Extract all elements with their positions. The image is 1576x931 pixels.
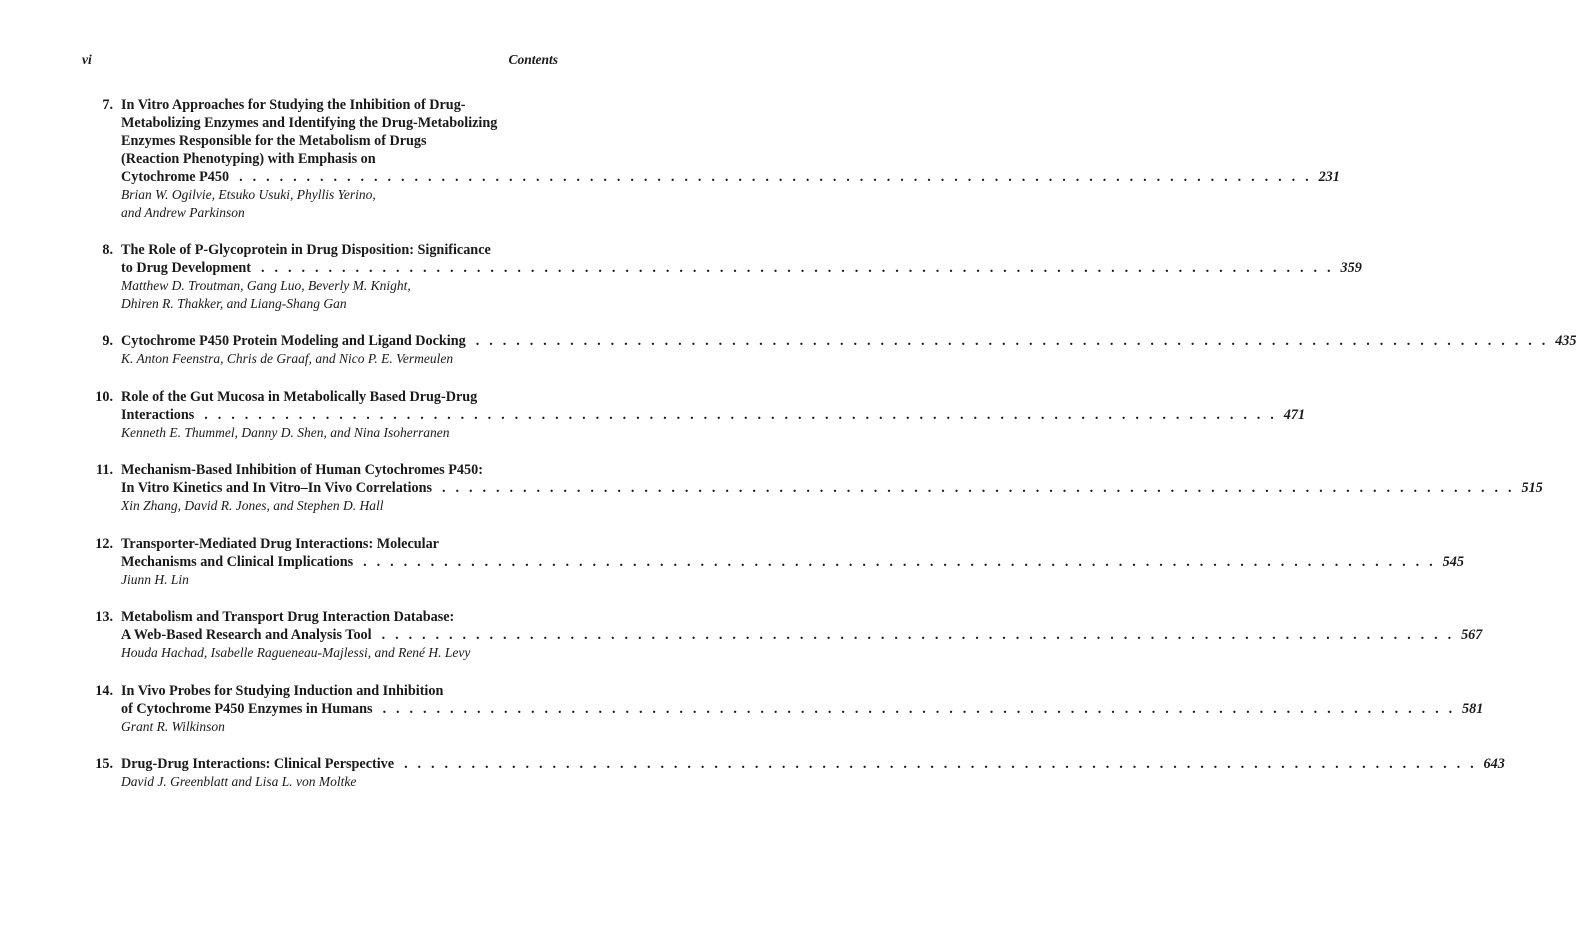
chapter-title-line: Cytochrome P450 Protein Modeling and Ligand Docking [121,333,466,349]
toc-entry[interactable] [78,755,1505,791]
chapter-authors: Kenneth E. Thummel, Danny D. Shen, and Nina Isoherranen [121,424,450,440]
chapter-title-line: Metabolism and Transport Drug Interaction Database: [121,609,455,625]
page-reference[interactable]: 231 [1318,169,1340,185]
table-of-contents [78,96,1576,811]
toc-entry[interactable] [78,241,1362,312]
page-reference[interactable]: 359 [1340,260,1362,276]
chapter-title-line: (Reaction Phenotyping) with Emphasis on [121,151,376,167]
chapter-title-line: Mechanisms and Clinical Implications [121,553,354,570]
chapter-title-last-line [121,406,1305,424]
chapter-number: 7. [102,97,113,113]
toc-entry[interactable] [78,682,1484,736]
toc-entry[interactable] [78,388,1306,442]
chapter-title-line: Role of the Gut Mucosa in Metabolically Based Drug-Drug [121,388,478,405]
chapter-content [113,96,1340,221]
chapter-title-line: Interactions [121,406,195,423]
page-reference[interactable]: 545 [1442,553,1464,570]
chapter-title-line: Mechanism-Based Inhibition of Human Cytochromes P450: [121,462,483,478]
chapter-number: 9. [102,333,113,349]
chapter-title-line: Transporter-Mediated Drug Interactions: Molecular [121,535,439,552]
dot-leader: . . . . . . . . . . . . . . . . . . . . . . . . . . . . . . . . . . . . . . . . . . . . . . . . . . . . . . . . . . . . . . . . . . . . . . . . . . . . . . . . [239,169,1312,185]
chapter-content [113,388,1305,442]
chapter-title-last-line [121,168,1340,186]
chapter-title-line: In Vitro Kinetics and In Vitro–In Vivo Correlations [121,480,432,496]
dot-leader: . . . . . . . . . . . . . . . . . . . . . . . . . . . . . . . . . . . . . . . . . . . . . . . . . . . . . . . . . . . . . . . . . . . . . . . . . . . . . . . . [404,756,1477,772]
chapter-content [113,755,1505,791]
page-reference[interactable]: 435 [1555,333,1576,349]
chapter-content [113,608,1482,662]
dot-leader: . . . . . . . . . . . . . . . . . . . . . . . . . . . . . . . . . . . . . . . . . . . . . . . . . . . . . . . . . . . . . . . . . . . . . . . . . . . . . . . . [261,260,1334,276]
chapter-content [113,682,1483,736]
chapter-title-last-line [121,700,1483,718]
chapter-content [113,461,1543,515]
chapter-authors: Xin Zhang, David R. Jones, and Stephen D. Hall [121,498,384,513]
chapter-title-line: Cytochrome P450 [121,169,230,185]
chapter-authors: and Andrew Parkinson [121,204,245,220]
chapter-authors: Houda Hachad, Isabelle Ragueneau-Majlessi, and René H. Levy [121,645,471,660]
chapter-authors: Jiunn H. Lin [121,571,189,587]
chapter-authors: Brian W. Ogilvie, Etsuko Usuki, Phyllis Yerino, [121,187,376,202]
chapter-title-line: Metabolizing Enzymes and Identifying the Drug-Metabolizing [121,115,498,131]
chapter-title-line: In Vitro Approaches for Studying the Inhibition of Drug- [121,97,466,113]
chapter-title-line: Drug-Drug Interactions: Clinical Perspective [121,756,395,772]
dot-leader: . . . . . . . . . . . . . . . . . . . . . . . . . . . . . . . . . . . . . . . . . . . . . . . . . . . . . . . . . . . . . . . . . . . . . . . . . . . . . . . . [441,480,1515,496]
chapter-title-line: The Role of P-Glycoprotein in Drug Disposition: Significance [121,242,491,258]
running-head [82,52,558,68]
chapter-title-last-line [121,259,1362,277]
chapter-title-last-line [121,755,1505,773]
dot-leader: . . . . . . . . . . . . . . . . . . . . . . . . . . . . . . . . . . . . . . . . . . . . . . . . . . . . . . . . . . . . . . . . . . . . . . . . . . . . . . . . [475,333,1549,349]
chapter-title-last-line [121,553,1464,571]
page-number: vi [82,52,92,67]
toc-entry[interactable] [78,461,1543,515]
chapter-title-line: to Drug Development [121,260,252,276]
page-reference[interactable]: 567 [1461,627,1483,643]
chapter-number: 13. [95,609,113,625]
section-title: Contents [508,52,558,67]
chapter-title-line: Enzymes Responsible for the Metabolism of Drugs [121,133,427,149]
page-reference[interactable]: 643 [1483,756,1505,772]
dot-leader: . . . . . . . . . . . . . . . . . . . . . . . . . . . . . . . . . . . . . . . . . . . . . . . . . . . . . . . . . . . . . . . . . . . . . . . . . . . . . . . . [363,553,1436,570]
chapter-number: 8. [102,242,113,258]
page-reference[interactable]: 581 [1462,700,1484,717]
toc-entry[interactable] [78,332,1576,368]
chapter-title-last-line [121,332,1576,350]
chapter-content [113,332,1576,368]
chapter-authors: David J. Greenblatt and Lisa L. von Moltke [121,774,357,789]
page-reference[interactable]: 515 [1521,480,1543,496]
chapter-number: 12. [95,535,113,552]
chapter-authors: Grant R. Wilkinson [121,718,225,734]
chapter-title-line: In Vivo Probes for Studying Induction and Inhibition [121,682,444,699]
toc-entry[interactable] [78,535,1464,589]
chapter-number: 14. [95,682,113,699]
chapter-authors: Matthew D. Troutman, Gang Luo, Beverly M. Knight, [121,278,411,293]
chapter-content [113,241,1362,312]
chapter-number: 15. [95,756,113,772]
chapter-title-last-line [121,626,1482,644]
chapter-title-line: of Cytochrome P450 Enzymes in Humans [121,700,373,717]
dot-leader: . . . . . . . . . . . . . . . . . . . . . . . . . . . . . . . . . . . . . . . . . . . . . . . . . . . . . . . . . . . . . . . . . . . . . . . . . . . . . . . . [382,700,1456,717]
chapter-authors: Dhiren R. Thakker, and Liang-Shang Gan [121,295,347,311]
chapter-title-line: A Web-Based Research and Analysis Tool [121,627,372,643]
toc-entry[interactable] [78,608,1483,662]
chapter-title-last-line [121,479,1543,497]
dot-leader: . . . . . . . . . . . . . . . . . . . . . . . . . . . . . . . . . . . . . . . . . . . . . . . . . . . . . . . . . . . . . . . . . . . . . . . . . . . . . . . . [204,406,1278,423]
dot-leader: . . . . . . . . . . . . . . . . . . . . . . . . . . . . . . . . . . . . . . . . . . . . . . . . . . . . . . . . . . . . . . . . . . . . . . . . . . . . . . . . [381,627,1455,643]
chapter-content [113,535,1464,589]
toc-entry[interactable] [78,96,1340,221]
chapter-authors: K. Anton Feenstra, Chris de Graaf, and Nico P. E. Vermeulen [121,351,454,366]
chapter-number: 11. [96,462,113,478]
chapter-number: 10. [95,388,113,405]
page-reference[interactable]: 471 [1283,406,1306,423]
